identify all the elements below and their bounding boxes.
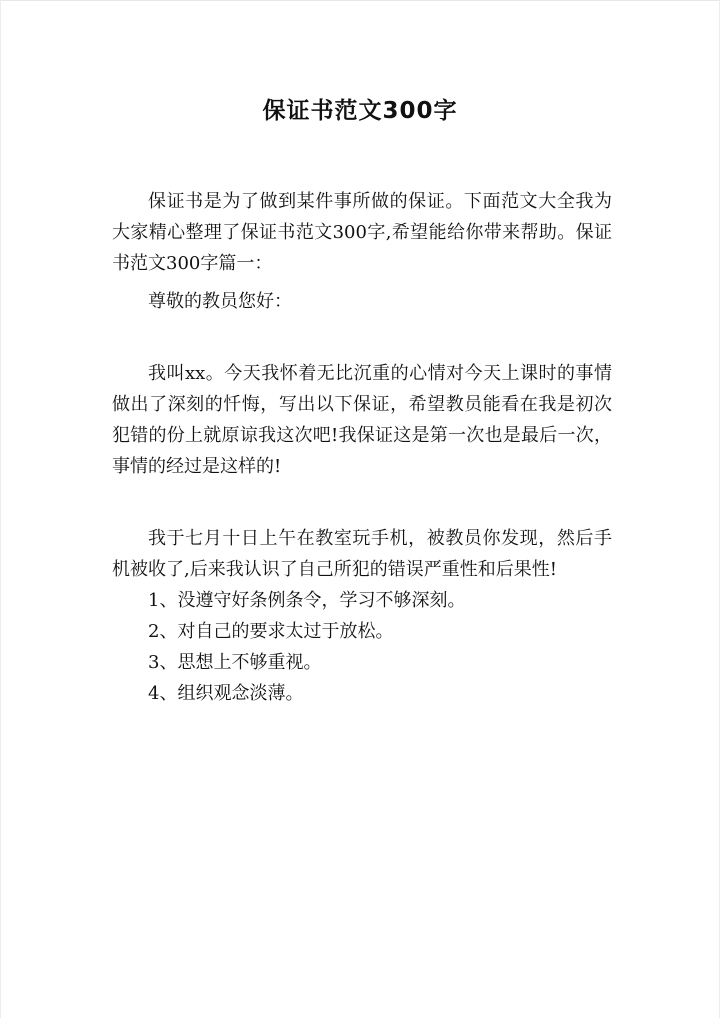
body-paragraph-2: 我于七月十日上午在教室玩手机，被教员你发现，然后手机被收了,后来我认识了自己所犯的错误严重性和后果性!	[112, 528, 612, 580]
list-item: 4、组织观念淡薄。	[148, 683, 304, 704]
list-item: 3、思想上不够重视。	[148, 652, 322, 673]
document-title: 保证书范文300字	[262, 98, 458, 124]
intro-paragraph: 保证书是为了做到某件事所做的保证。下面范文大全我为大家精心整理了保证书范文300字,希望能给你带来帮助。保证书范文300字篇一：	[112, 191, 612, 274]
document-body	[112, 186, 612, 709]
greeting-line: 尊敬的教员您好：	[148, 291, 292, 312]
list-item: 2、对自己的要求太过于放松。	[148, 621, 394, 642]
page-top-edge	[0, 0, 720, 1]
body-paragraph-1: 我叫xx。今天我怀着无比沉重的心情对今天上课时的事情做出了深刻的忏悔，写出以下保证，希望教员能看在我是初次犯错的份上就原谅我这次吧!我保证这是第一次也是最后一次，事情的经过是这样的!	[112, 363, 612, 477]
page-left-edge	[0, 0, 1, 1018]
list-item: 1、没遵守好条例条令，学习不够深刻。	[148, 590, 466, 611]
